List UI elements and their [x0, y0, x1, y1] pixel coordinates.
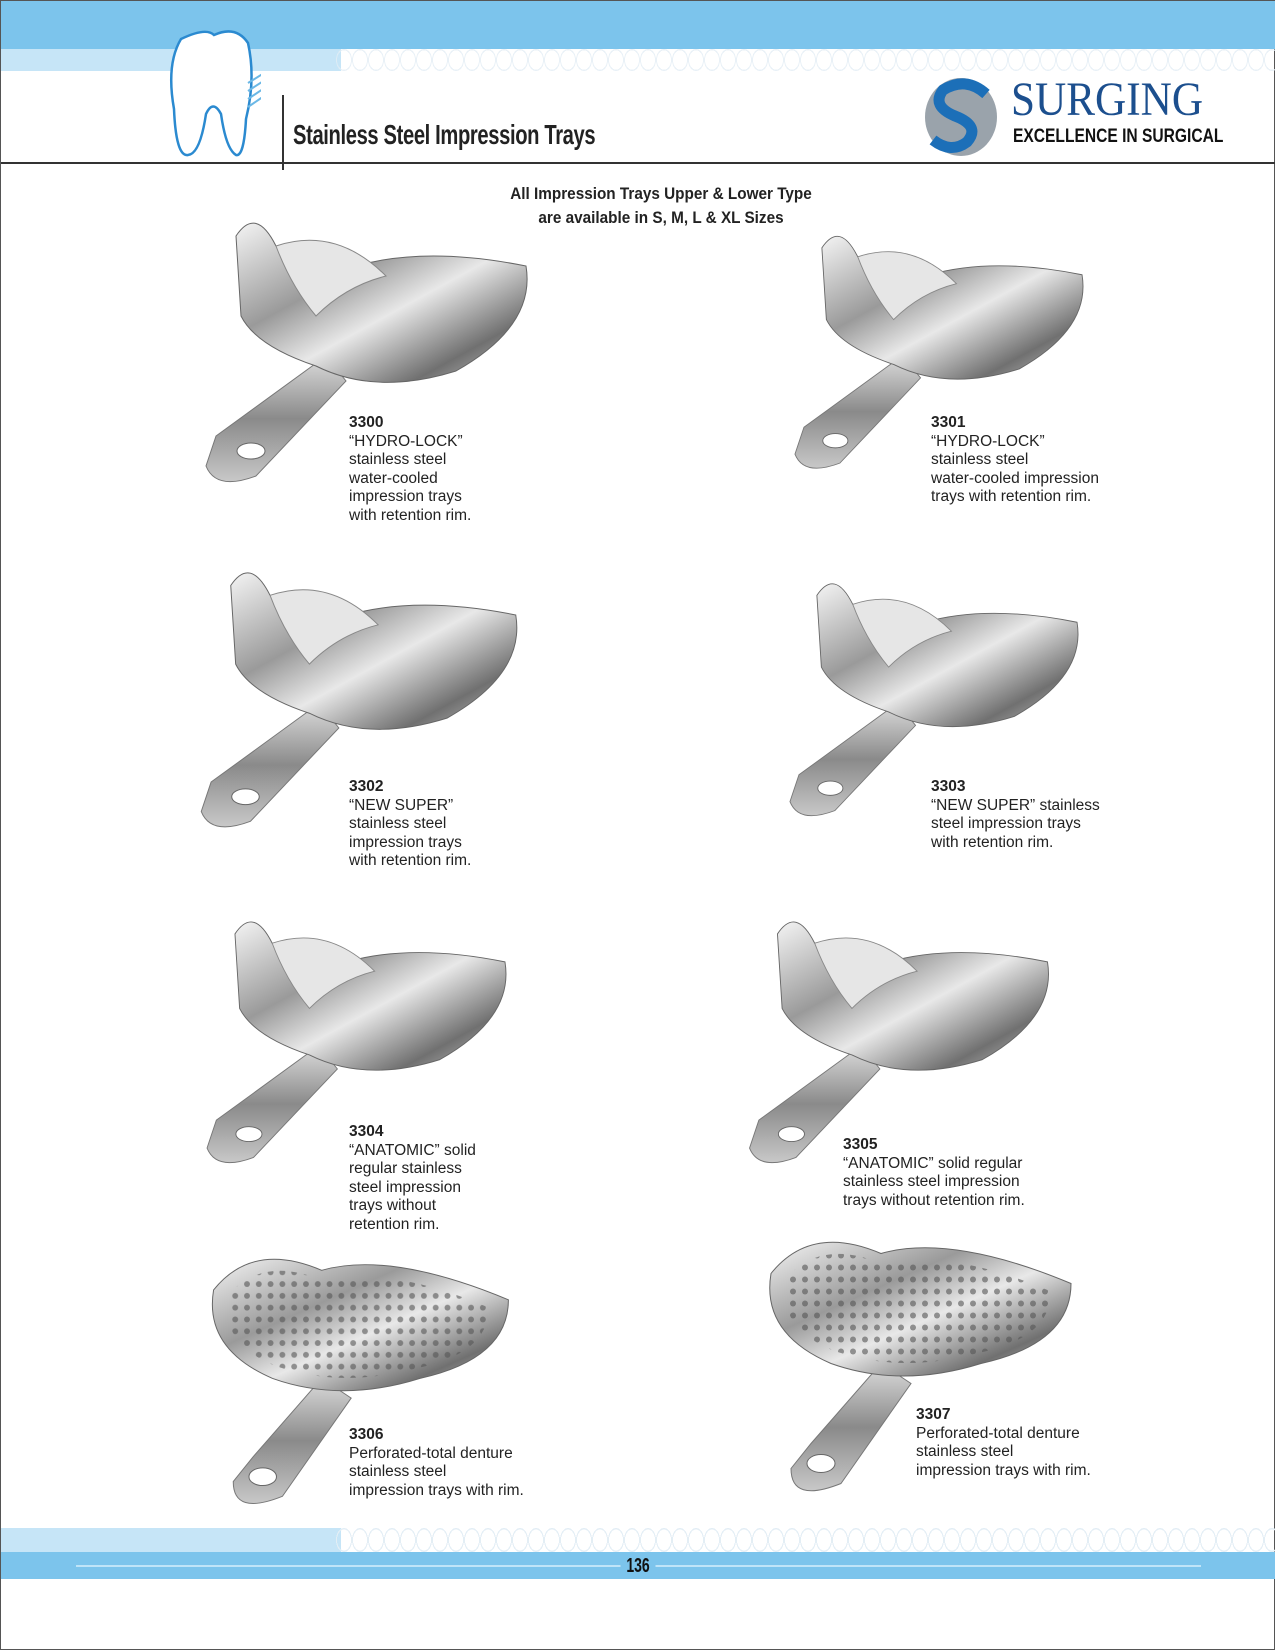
- s-logo-icon: [921, 76, 1001, 158]
- product-code: 3300: [349, 414, 384, 431]
- header-rule: [1, 162, 1275, 164]
- title-divider: [282, 95, 284, 170]
- page-number: 136: [621, 1555, 656, 1578]
- product-description: “HYDRO-LOCK” stainless steel water-cooled impression trays with retention rim.: [349, 432, 472, 524]
- product-caption-3302: [349, 778, 471, 871]
- product-code: 3306: [349, 1426, 384, 1443]
- tooth-icon: [166, 29, 261, 161]
- footer-light-band: [1, 1528, 341, 1552]
- product-caption-3306: [349, 1426, 524, 1500]
- sizes-note-line1: All Impression Trays Upper & Lower Type: [510, 184, 812, 203]
- product-description: Perforated-total denture stainless steel impression trays with rim.: [916, 1424, 1091, 1479]
- product-description: “ANATOMIC” solid regular stainless steel impression trays without retention rim.: [349, 1141, 476, 1233]
- product-caption-3304: [349, 1123, 476, 1234]
- product-caption-3305: [843, 1136, 1025, 1210]
- product-code: 3307: [916, 1406, 951, 1423]
- header-pattern: [336, 49, 1275, 71]
- product-caption-3300: [349, 414, 471, 525]
- product-description: “NEW SUPER” stainless steel impression trays with retention rim.: [931, 796, 1100, 851]
- product-code: 3303: [931, 778, 966, 795]
- product-description: “NEW SUPER” stainless steel impression trays with retention rim.: [349, 796, 472, 869]
- product-description: Perforated-total denture stainless steel impression trays with rim.: [349, 1444, 524, 1499]
- product-code: 3301: [931, 414, 966, 431]
- footer-pattern: [336, 1528, 1275, 1552]
- product-code: 3305: [843, 1136, 878, 1153]
- product-caption-3301: [931, 414, 1099, 507]
- product-code: 3302: [349, 778, 384, 795]
- page-title: Stainless Steel Impression Trays: [293, 119, 596, 150]
- product-caption-3307: [916, 1406, 1091, 1480]
- product-code: 3304: [349, 1123, 384, 1140]
- product-description: “HYDRO-LOCK” stainless steel water-cooled impression trays with retention rim.: [931, 432, 1099, 505]
- product-description: “ANATOMIC” solid regular stainless steel impression trays without retention rim.: [843, 1154, 1025, 1209]
- surging-logo: [921, 73, 1246, 161]
- sizes-note-line2: are available in S, M, L & XL Sizes: [538, 208, 784, 227]
- product-caption-3303: [931, 778, 1100, 852]
- brand-tagline: EXCELLENCE IN SURGICAL: [1013, 126, 1224, 147]
- brand-name: SURGING: [1011, 73, 1204, 126]
